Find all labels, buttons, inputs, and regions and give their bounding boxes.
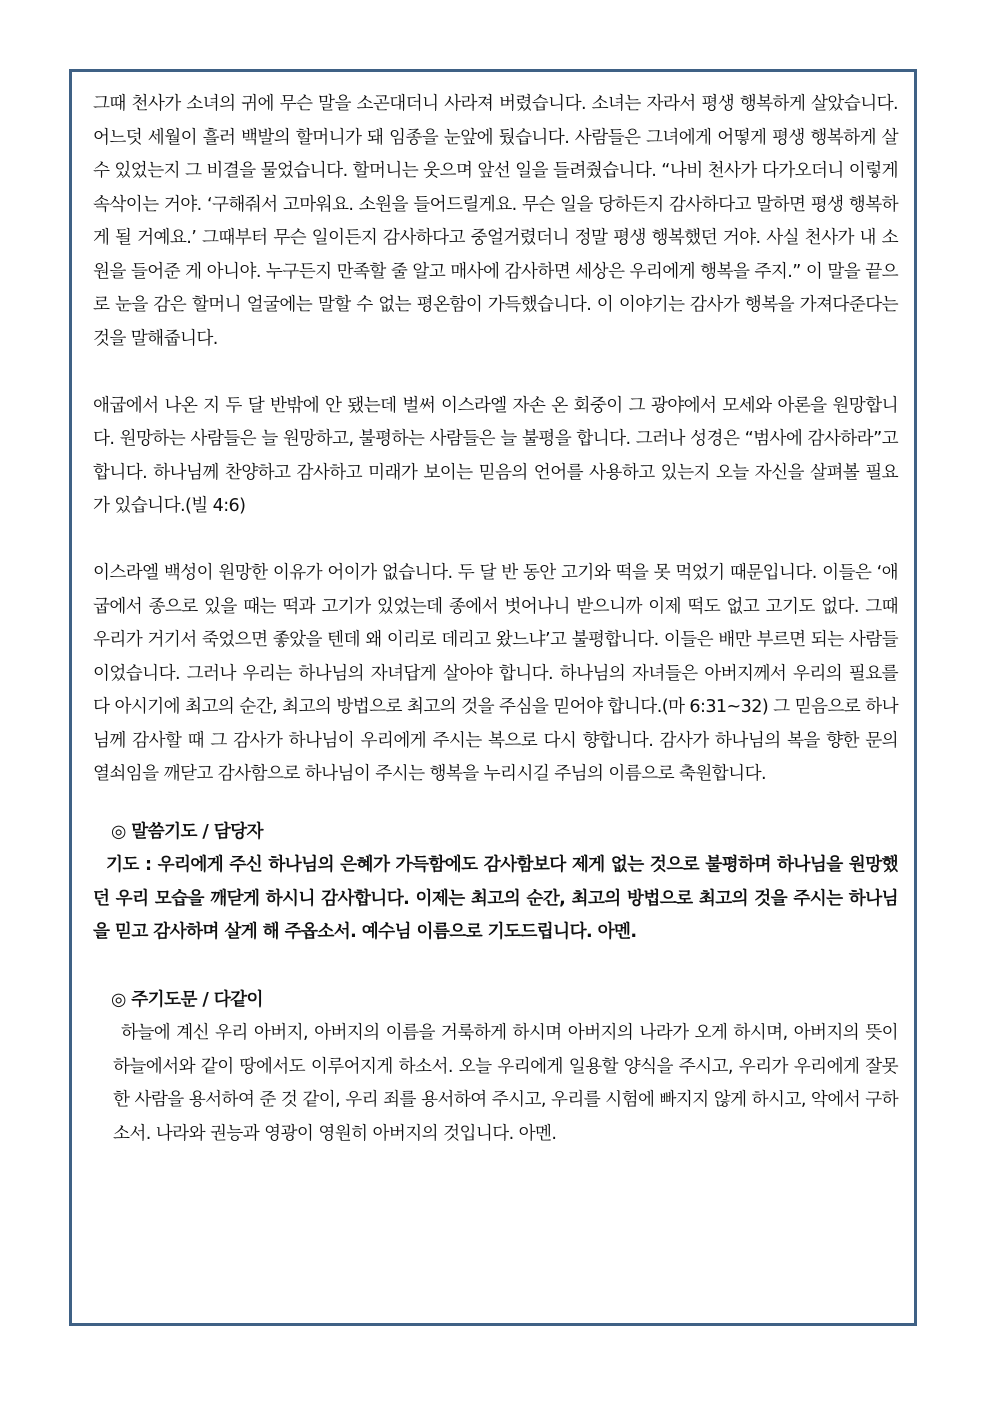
paragraph-spacer — [93, 356, 898, 390]
lords-prayer-text: 하늘에 계신 우리 아버지, 아버지의 이름을 거룩하게 하시며 아버지의 나라가 오게 하시며, 아버지의 뜻이 하늘에서와 같이 땅에서도 이루어지게 하소서. 오늘 우리에게 일용할 양식을 주시고, 우리가 우리에게 잘못한 사람을 용서하여 준 것 같이, 우리 죄를 용서하여 주시고, 우리를 시험에 빠지지 않게 하시고, 악에서 구하소서. 나라와 권능과 영광이 영원히 아버지의 것입니다. 아멘. — [113, 1023, 898, 1144]
paragraph-spacer — [93, 950, 898, 984]
paragraph-complaint: 애굽에서 나온 지 두 달 반밖에 안 됐는데 벌써 이스라엘 자손 온 회중이 그 광야에서 모세와 아론을 원망합니다. 원망하는 사람들은 늘 원망하고, 불평하는 사람들은 늘 불평을 합니다. 그러나 성경은 “범사에 감사하라”고 합니다. 하나님께 찬양하고 감사하고 미래가 보이는 믿음의 언어를 사용하고 있는지 오늘 자신을 살펴볼 필요가 있습니다.(빌 4:6) — [93, 395, 898, 516]
paragraph-spacer — [93, 792, 898, 816]
lords-prayer-heading: ◎ 주기도문 / 다같이 — [111, 989, 263, 1010]
paragraph-story: 그때 천사가 소녀의 귀에 무슨 말을 소곤대더니 사라져 버렸습니다. 소녀는 자라서 평생 행복하게 살았습니다. 어느덧 세월이 흘러 백발의 할머니가 돼 임종을 눈앞에 뒀습니다. 사람들은 그녀에게 어떻게 평생 행복하게 살 수 있었는지 그 비결을 물었습니다. 할머니는 웃으며 앞선 일을 들려줬습니다. “나비 천사가 다가오더니 이렇게 속삭이는 거야. ‘구해줘서 고마워요. 소원을 들어드릴게요. 무슨 일을 당하든지 감사하다고 말하면 평생 행복하게 될 거예요.’ 그때부터 무슨 일이든지 감사하다고 중얼거렸더니 정말 평생 행복했던 거야. 사실 천사가 내 소원을 들어준 게 아니야. 누구든지 만족할 줄 알고 매사에 감사하면 세상은 우리에게 행복을 주지.” 이 말을 끝으로 눈을 감은 할머니 얼굴에는 말할 수 없는 평온함이 가득했습니다. 이 이야기는 감사가 행복을 가져다준다는 것을 말해줍니다. — [93, 94, 898, 349]
word-prayer-text: 기도 : 우리에게 주신 하나님의 은혜가 가득함에도 감사함보다 제게 없는 것으로 불평하며 하나님을 원망했던 우리 모습을 깨닫게 하시니 감사합니다. 이제는 최고의 순간, 최고의 방법으로 최고의 것을 주시는 하나님을 믿고 감사하며 살게 해 주옵소서. 예수님 이름으로 기도드립니다. 아멘. — [93, 855, 898, 942]
paragraph-israel: 이스라엘 백성이 원망한 이유가 어이가 없습니다. 두 달 반 동안 고기와 떡을 못 먹었기 때문입니다. 이들은 ‘애굽에서 종으로 있을 때는 떡과 고기가 있었는데 종에서 벗어나니 받으니까 이제 떡도 없고 고기도 없다. 그때 우리가 거기서 죽었으면 좋았을 텐데 왜 이리로 데리고 왔느냐’고 불평합니다. 이들은 배만 부르면 되는 사람들이었습니다. 그러나 우리는 하나님의 자녀답게 살아야 합니다. 하나님의 자녀들은 아버지께서 우리의 필요를 다 아시기에 최고의 순간, 최고의 방법으로 최고의 것을 주심을 믿어야 합니다.(마 6:31~32) 그 믿음으로 하나님께 감사할 때 그 감사가 하나님이 우리에게 주시는 복으로 다시 향합니다. 감사가 하나님의 복을 향한 문의 열쇠임을 깨닫고 감사함으로 하나님이 주시는 행복을 누리시길 주님의 이름으로 축원합니다. — [93, 563, 898, 784]
document-body — [93, 88, 898, 1151]
word-prayer-heading: ◎ 말씀기도 / 담당자 — [111, 821, 263, 842]
paragraph-spacer — [93, 524, 898, 558]
